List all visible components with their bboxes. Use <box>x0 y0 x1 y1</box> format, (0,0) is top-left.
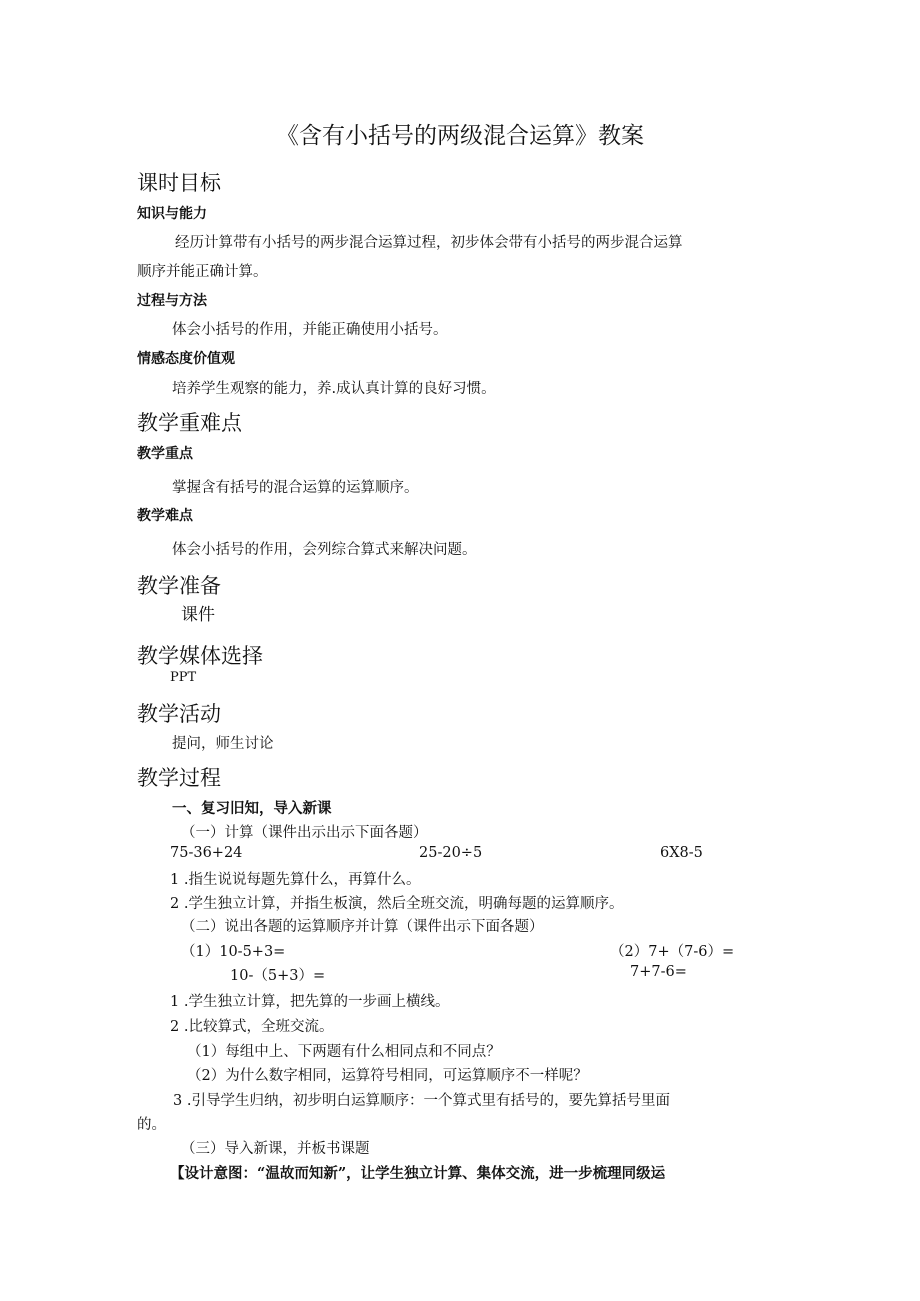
activities-text: 提问，师生讨论 <box>172 736 274 752</box>
preparation-text: 课件 <box>181 605 215 625</box>
difficulty-text: 体会小括号的作用，会列综合算式来解决问题。 <box>172 542 477 558</box>
calc-item-1: 75-36+24 <box>170 845 243 861</box>
heading-emotion: 情感态度价值观 <box>137 351 235 367</box>
heading-difficulty: 教学难点 <box>137 508 193 524</box>
question-1: （1）每组中上、下两题有什么相同点和不同点？ <box>187 1044 501 1060</box>
step-5-line-1: 3 .引导学生归纳，初步明白运算顺序：一个算式里有括号的，要先算括号里面 <box>173 1093 670 1109</box>
step-4: 2 .比较算式，全班交流。 <box>170 1019 334 1035</box>
media-text: PPT <box>170 670 197 685</box>
heading-process-method: 过程与方法 <box>137 293 207 309</box>
heading-media: 教学媒体选择 <box>137 644 263 668</box>
step-2: 2 .学生独立计算，并指生板演，然后全班交流，明确每题的运算顺序。 <box>170 896 624 912</box>
heading-focus: 教学重点 <box>137 446 193 462</box>
heading-key-points: 教学重难点 <box>137 411 242 435</box>
heading-knowledge: 知识与能力 <box>137 206 207 222</box>
step-1: 1 .指生说说每题先算什么，再算什么。 <box>170 872 421 888</box>
heading-teaching-process: 教学过程 <box>137 766 221 790</box>
heading-objectives: 课时目标 <box>137 171 221 195</box>
emotion-text: 培养学生观察的能力，养.成认真计算的良好习惯。 <box>172 381 496 397</box>
focus-text: 掌握含有括号的混合运算的运算顺序。 <box>172 480 419 496</box>
step-5-line-2: 的。 <box>137 1117 166 1133</box>
knowledge-line-1: 经历计算带有小括号的两步混合运算过程，初步体会带有小括号的两步混合运算 <box>175 235 683 251</box>
heading-activities: 教学活动 <box>137 702 221 726</box>
sub-section-2: （二）说出各题的运算顺序并计算（课件出示下面各题） <box>181 919 544 935</box>
exercise-1b: 10-（5+3）= <box>230 968 326 984</box>
exercise-1a: （1）10-5+3= <box>181 944 286 960</box>
part-1-title: 一、复习旧知，导入新课 <box>172 800 332 817</box>
calc-item-2: 25-20÷5 <box>419 845 483 861</box>
step-3: 1 .学生独立计算，把先算的一步画上横线。 <box>170 994 450 1010</box>
calc-item-3: 6X8-5 <box>660 845 703 861</box>
heading-preparation: 教学准备 <box>137 574 221 598</box>
sub-section-3: （三）导入新课，并板书课题 <box>181 1141 370 1157</box>
exercise-2a: （2）7+（7-6）= <box>610 944 735 960</box>
exercise-2b: 7+7-6= <box>630 964 687 980</box>
knowledge-line-2: 顺序并能正确计算。 <box>137 264 268 280</box>
design-intent: 【设计意图：“温故而知新”，让学生独立计算、集体交流，进一步梳理同级运 <box>170 1165 666 1182</box>
question-2: （2）为什么数字相同，运算符号相同，可运算顺序不一样呢？ <box>187 1068 588 1084</box>
sub-section-1: （一）计算（课件出示出示下面各题） <box>181 825 428 841</box>
process-method-text: 体会小括号的作用，并能正确使用小括号。 <box>172 322 448 338</box>
page-title: 《含有小括号的两级混合运算》教案 <box>276 123 644 149</box>
